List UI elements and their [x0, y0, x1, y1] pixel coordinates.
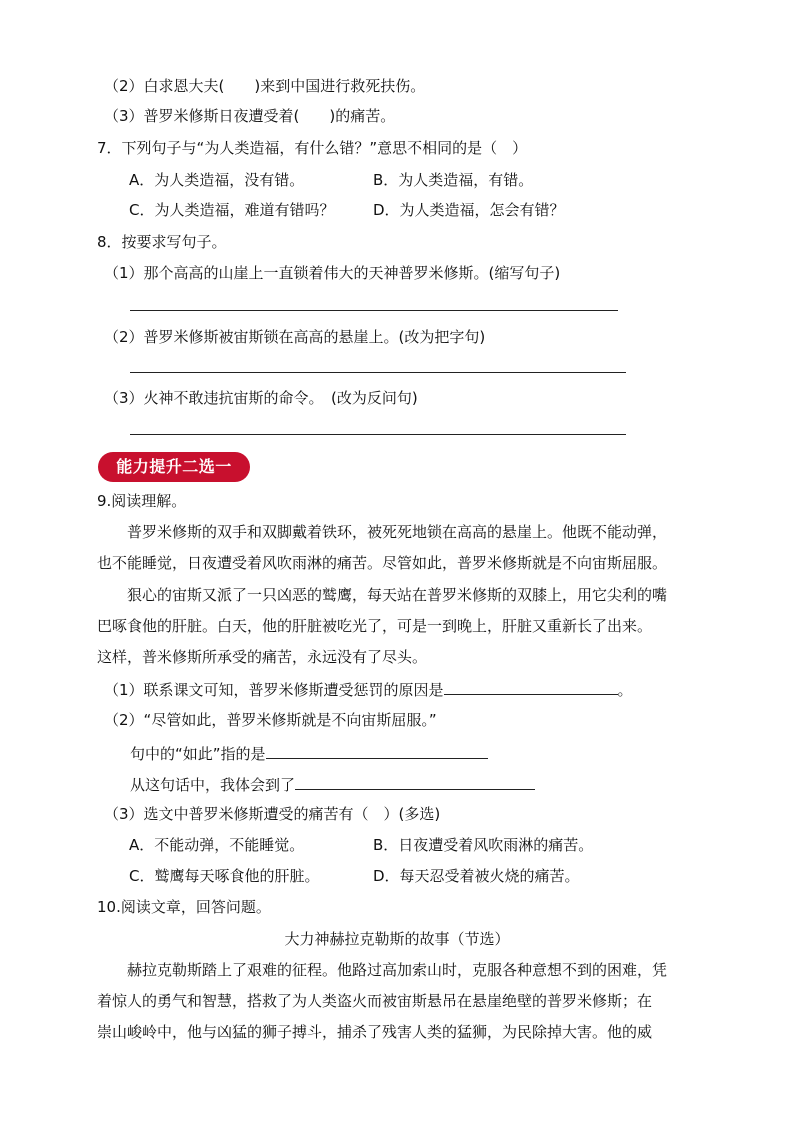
q8-stem: 8．按要求写句子。 [97, 233, 227, 251]
q7-stem: 7．下列句子与“为人类造福，有什么错？”意思不相同的是（ ） [97, 139, 528, 157]
q9-sub-2a-text: 句中的“如此”指的是 [130, 745, 266, 763]
q9-sub-2b [130, 773, 535, 795]
q10-stem: 10.阅读文章，回答问题。 [97, 898, 271, 916]
q7-option-d: D．为人类造福，怎会有错？ [373, 201, 565, 219]
q9-passage-line: 也不能睡觉，日夜遭受着风吹雨淋的痛苦。尽管如此，普罗米修斯就是不向宙斯屈服。 [97, 554, 668, 572]
q8-item-1: （1）那个高高的山崖上一直锁着伟大的天神普罗米修斯。(缩写句子) [104, 264, 561, 282]
q9-option-b: B．日夜遭受着风吹雨淋的痛苦。 [373, 836, 594, 854]
q10-passage-line: 赫拉克勒斯踏上了艰难的征程。他路过高加索山时，克服各种意想不到的困难，凭 [127, 961, 668, 979]
q9-sub-1-blank[interactable] [444, 678, 618, 695]
q8-answer-line-1[interactable] [130, 310, 618, 311]
q9-option-c: C．鹫鹰每天啄食他的肝脏。 [129, 867, 320, 885]
q8-answer-line-3[interactable] [130, 434, 626, 435]
q9-sub-2b-text: 从这句话中，我体会到了 [130, 776, 296, 794]
q7-option-c: C．为人类造福，难道有错吗？ [129, 201, 335, 219]
q9-option-a: A．不能动弹，不能睡觉。 [129, 836, 305, 854]
q9-sub-1-text: （1）联系课文可知，普罗米修斯遭受惩罚的原因是 [104, 681, 444, 699]
q7-option-b: B．为人类造福，有错。 [373, 171, 534, 189]
q6-item-3: （3）普罗米修斯日夜遭受着( )的痛苦。 [104, 107, 396, 125]
q8-item-2: （2）普罗米修斯被宙斯锁在高高的悬崖上。(改为把字句) [104, 328, 486, 346]
q10-passage-line: 崇山峻岭中，他与凶猛的狮子搏斗，捕杀了残害人类的猛狮，为民除掉大害。他的威 [97, 1023, 653, 1041]
q9-passage-line: 这样，普米修斯所承受的痛苦，永远没有了尽头。 [97, 648, 428, 666]
q10-passage-title: 大力神赫拉克勒斯的故事（节选） [284, 930, 510, 948]
q9-sub-2: （2）“尽管如此，普罗米修斯就是不向宙斯屈服。” [104, 711, 437, 729]
q8-item-3: （3）火神不敢违抗宙斯的命令。 (改为反问句) [104, 389, 418, 407]
q9-sub-2b-blank[interactable] [295, 773, 535, 790]
q6-item-2: （2）白求恩大夫( )来到中国进行救死扶伤。 [104, 77, 426, 95]
q9-option-d: D．每天忍受着被火烧的痛苦。 [373, 867, 580, 885]
q9-stem: 9.阅读理解。 [97, 492, 187, 510]
q9-passage-line: 狠心的宙斯又派了一只凶恶的鹫鹰，每天站在普罗米修斯的双膝上，用它尖利的嘴 [127, 586, 668, 604]
q9-passage-line: 巴啄食他的肝脏。白天，他的肝脏被吃光了，可是一到晚上，肝脏又重新长了出来。 [97, 617, 653, 635]
q9-sub-1-end: 。 [617, 681, 633, 699]
q8-answer-line-2[interactable] [130, 372, 626, 373]
section-banner: 能力提升二选一 [98, 452, 250, 482]
q7-option-a: A．为人类造福，没有错。 [129, 171, 305, 189]
q9-passage-line: 普罗米修斯的双手和双脚戴着铁环，被死死地锁在高高的悬崖上。他既不能动弹， [127, 523, 668, 541]
q10-passage-line: 着惊人的勇气和智慧，搭救了为人类盗火而被宙斯悬吊在悬崖绝壁的普罗米修斯；在 [97, 992, 653, 1010]
q9-sub-2a [130, 742, 488, 764]
q9-sub-3: （3）选文中普罗米修斯遭受的痛苦有（ ）(多选) [104, 805, 441, 823]
q9-sub-1 [104, 678, 633, 700]
q9-sub-2a-blank[interactable] [266, 742, 488, 759]
